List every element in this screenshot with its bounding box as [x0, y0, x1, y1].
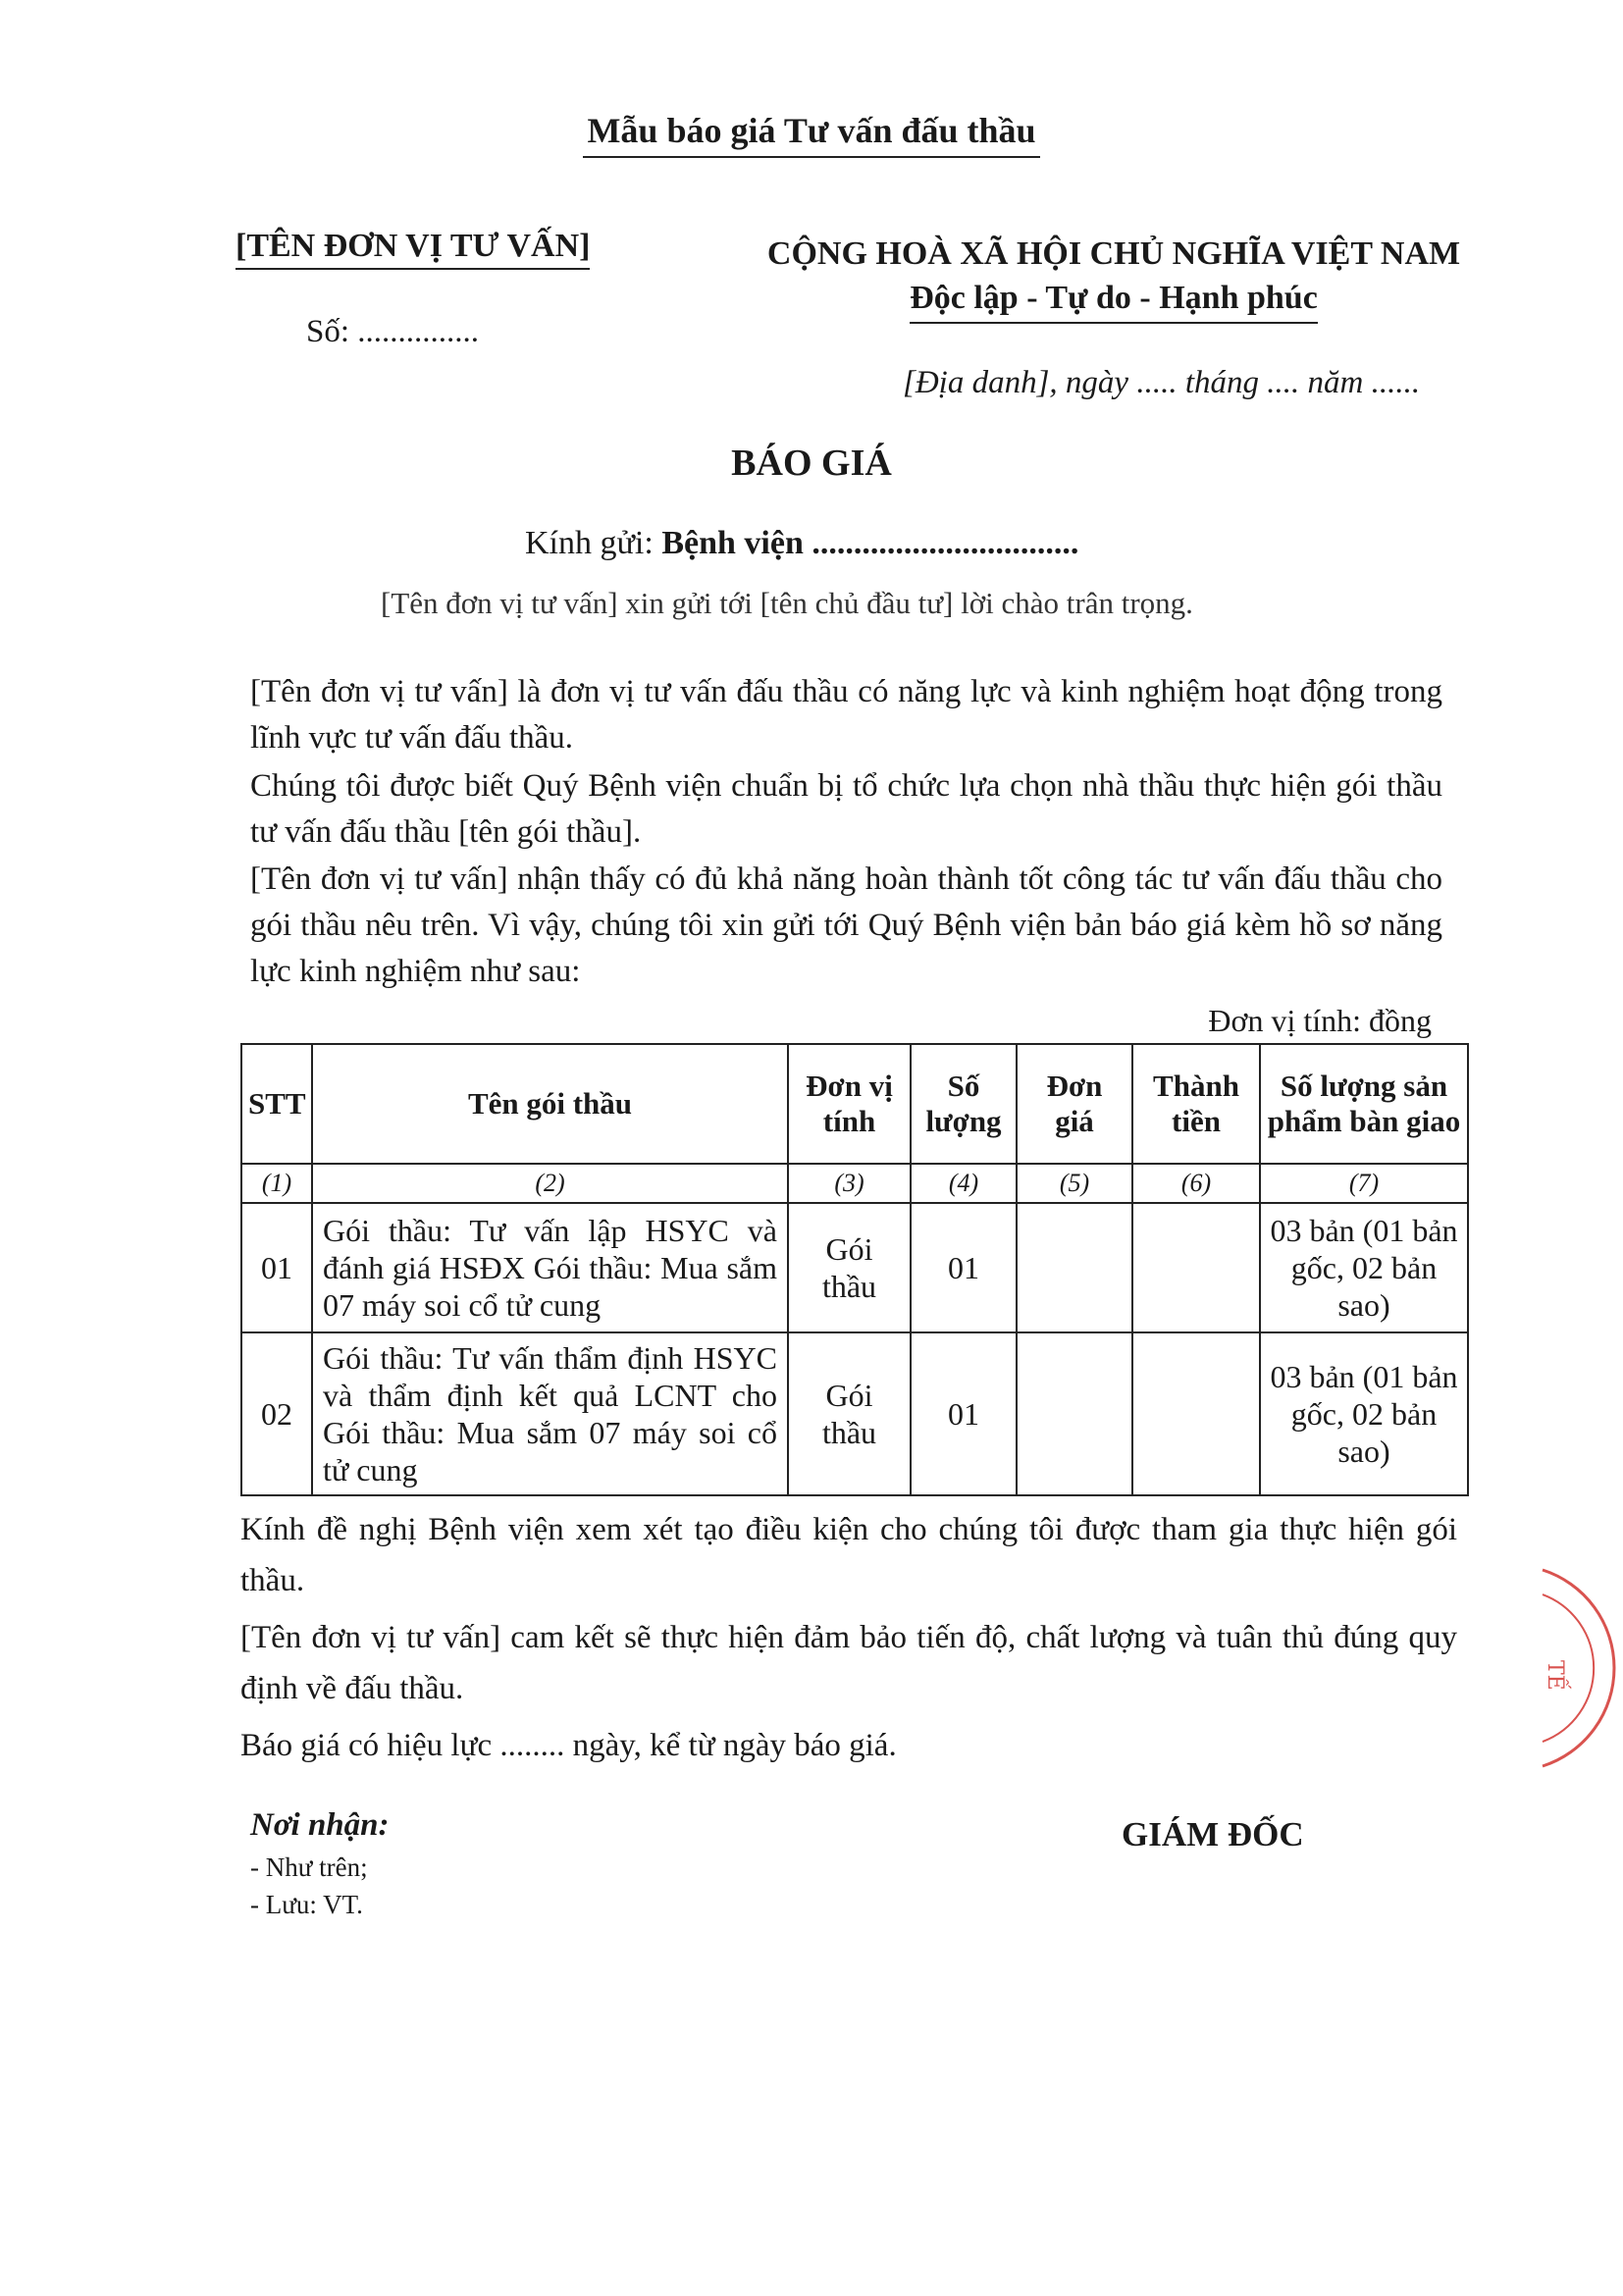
intro-paragraph: [Tên đơn vị tư vấn] là đơn vị tư vấn đấu thầu có năng lực và kinh nghiệm hoạt động trong lĩnh vực tư vấn đấu thầu. [250, 674, 1442, 756]
cell-amount [1132, 1332, 1260, 1495]
table-header-row [241, 1044, 1468, 1164]
greeting-line: [Tên đơn vị tư vấn] xin gửi tới [tên chủ đầu tư] lời chào trân trọng. [381, 586, 1193, 620]
column-number: (4) [911, 1164, 1017, 1203]
cell-unit: Gói thầu [788, 1203, 911, 1332]
column-number: (6) [1132, 1164, 1260, 1203]
cell-package: Gói thầu: Tư vấn lập HSYC và đánh giá HSĐX Gói thầu: Mua sắm 07 máy soi cổ tử cung [312, 1203, 788, 1332]
column-header-unit: Đơn vị tính [788, 1044, 911, 1164]
context-paragraph: Chúng tôi được biết Quý Bệnh viện chuẩn bị tổ chức lựa chọn nhà thầu thực hiện gói thầu tư vấn đấu thầu [tên gói thầu]. [250, 768, 1442, 850]
cell-quantity: 01 [911, 1332, 1017, 1495]
request-paragraph: Kính đề nghị Bệnh viện xem xét tạo điều kiện cho chúng tôi được tham gia thực hiện gói thầu. [240, 1512, 1457, 1598]
recipient-item: - Lưu: VT. [250, 1890, 363, 1919]
column-number: (2) [312, 1164, 788, 1203]
column-header-package: Tên gói thầu [312, 1044, 788, 1164]
cell-stt: 02 [241, 1332, 312, 1495]
column-header-deliverables: Số lượng sản phẩm bàn giao [1260, 1044, 1468, 1164]
recipient-name: Bệnh viện ................................ [661, 525, 1079, 561]
commitment-paragraph: [Tên đơn vị tư vấn] cam kết sẽ thực hiện đảm bảo tiến độ, chất lượng và tuân thủ đúng quy định về đấu thầu. [240, 1620, 1457, 1706]
stamp-fragment [1513, 1560, 1623, 1776]
validity-paragraph: Báo giá có hiệu lực ........ ngày, kể từ ngày báo giá. [240, 1728, 897, 1763]
cell-stt: 01 [241, 1203, 312, 1332]
column-header-stt: STT [241, 1044, 312, 1164]
cell-amount [1132, 1203, 1260, 1332]
price-table [240, 1043, 1469, 1496]
cell-deliverables: 03 bản (01 bản gốc, 02 bản sao) [1260, 1203, 1468, 1332]
column-header-quantity: Số lượng [911, 1044, 1017, 1164]
recipient-prefix: Kính gửi: [525, 525, 662, 561]
cell-deliverables: 03 bản (01 bản gốc, 02 bản sao) [1260, 1332, 1468, 1495]
recipient-line [525, 525, 1078, 562]
column-number: (5) [1017, 1164, 1132, 1203]
form-title: Mẫu báo giá Tư vấn đấu thầu [0, 110, 1623, 151]
cell-unit-price [1017, 1203, 1132, 1332]
signer-title: GIÁM ĐỐC [1122, 1815, 1304, 1853]
national-title: CỘNG HOÀ XÃ HỘI CHỦ NGHĨA VIỆT NAM [766, 235, 1461, 272]
cell-unit: Gói thầu [788, 1332, 911, 1495]
document-number: Số: ............... [306, 314, 480, 349]
column-number: (7) [1260, 1164, 1468, 1203]
place-date: [Địa danh], ngày ..... tháng .... năm ...... [903, 365, 1421, 400]
unit-note: Đơn vị tính: đồng [1208, 1003, 1432, 1038]
document-heading: BÁO GIÁ [731, 443, 892, 484]
cell-quantity: 01 [911, 1203, 1017, 1332]
stamp-text: TẾ [1543, 1660, 1567, 1691]
column-header-amount: Thành tiền [1132, 1044, 1260, 1164]
org-name: [TÊN ĐƠN VỊ TƯ VẤN] [236, 228, 590, 265]
cell-package: Gói thầu: Tư vấn thẩm định HSYC và thẩm định kết quả LCNT cho Gói thầu: Mua sắm 07 máy soi cổ tử cung [312, 1332, 788, 1495]
national-motto: Độc lập - Tự do - Hạnh phúc [726, 280, 1501, 317]
recipient-item: - Như trên; [250, 1852, 368, 1882]
offer-paragraph: [Tên đơn vị tư vấn] nhận thấy có đủ khả năng hoàn thành tốt công tác tư vấn đấu thầu cho gói thầu nêu trên. Vì vậy, chúng tôi xin gửi tới Quý Bệnh viện bản báo giá kèm hồ sơ năng lực kinh nghiệm như sau: [250, 861, 1442, 989]
column-number-row [241, 1164, 1468, 1203]
recipients-label: Nơi nhận: [250, 1807, 390, 1843]
column-number: (3) [788, 1164, 911, 1203]
column-number: (1) [241, 1164, 312, 1203]
cell-unit-price [1017, 1332, 1132, 1495]
column-header-unit-price: Đơn giá [1017, 1044, 1132, 1164]
table-row [241, 1203, 1468, 1332]
table-row [241, 1332, 1468, 1495]
